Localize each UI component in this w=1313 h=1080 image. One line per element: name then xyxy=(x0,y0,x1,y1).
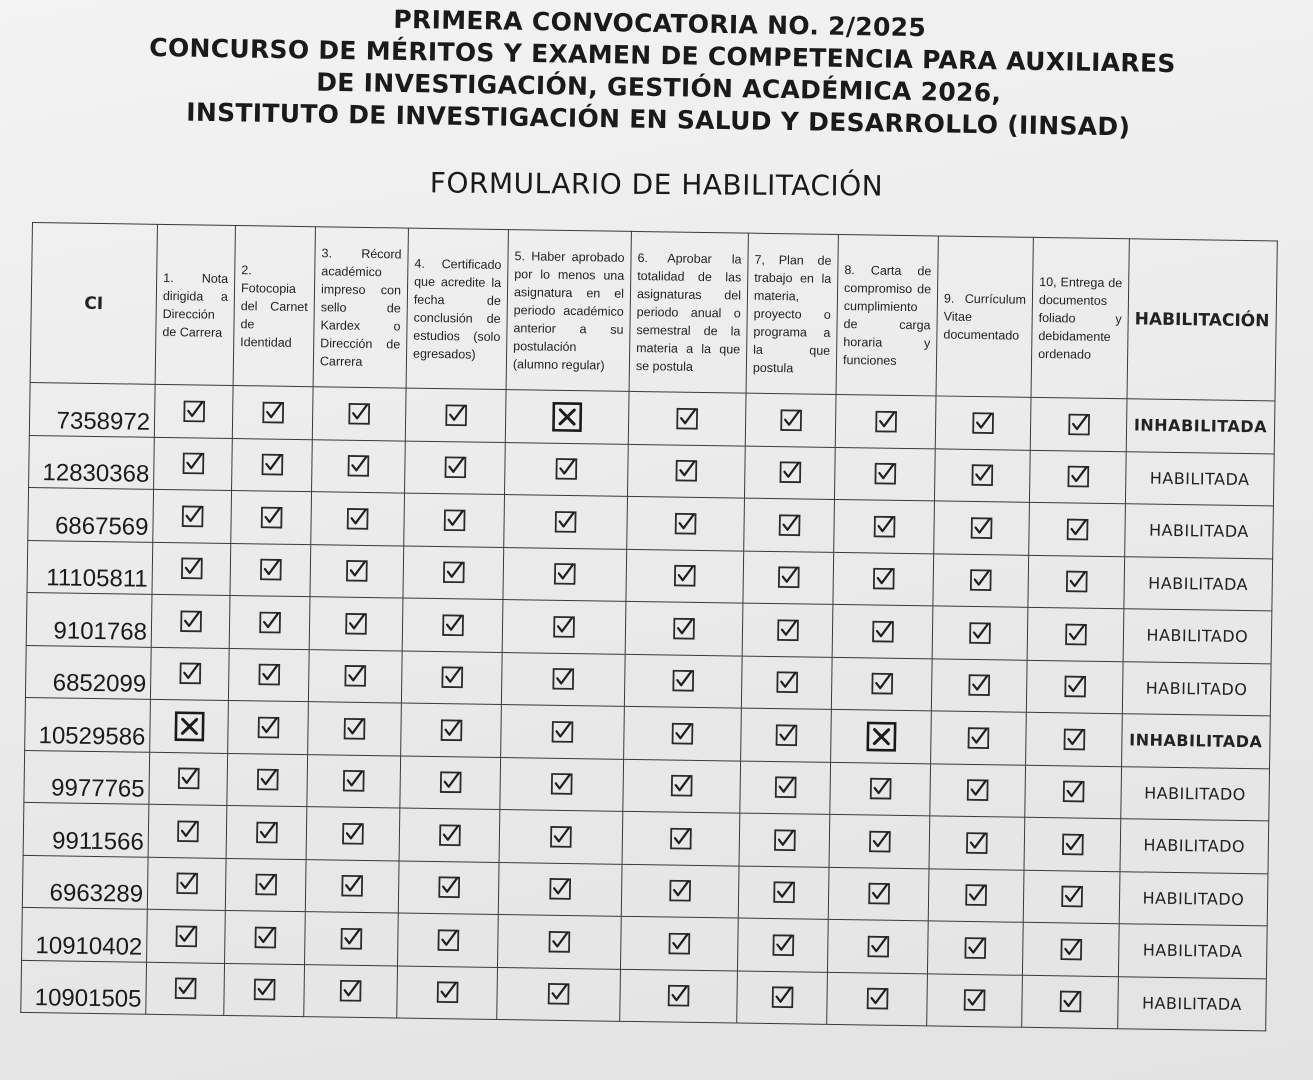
checked-box-icon xyxy=(339,980,361,1002)
checked-box-icon xyxy=(968,674,990,696)
checked-box-icon xyxy=(673,617,695,639)
criterion-3-cell xyxy=(312,387,406,441)
criterion-6-cell xyxy=(622,811,740,865)
checked-box-icon xyxy=(1060,938,1082,960)
checked-box-icon xyxy=(176,872,198,894)
checked-box-icon xyxy=(674,565,696,587)
checked-box-icon xyxy=(772,881,794,903)
column-header-criterion-2: 2. Fotocopia del Carnet de Identidad xyxy=(233,226,315,387)
checked-box-icon xyxy=(345,612,367,634)
criterion-2-cell xyxy=(225,858,306,912)
checked-box-icon xyxy=(970,569,992,591)
criterion-7-cell xyxy=(741,708,832,762)
criterion-2-cell xyxy=(229,595,310,649)
criterion-10-cell xyxy=(1026,712,1123,766)
checked-box-icon xyxy=(348,402,370,424)
criterion-10-cell xyxy=(1025,765,1122,819)
checked-box-icon xyxy=(548,930,570,952)
criterion-10-cell xyxy=(1022,922,1119,976)
status-cell: HABILITADO xyxy=(1122,661,1271,716)
criterion-1-cell xyxy=(154,384,233,438)
criterion-2-cell xyxy=(226,805,307,859)
criterion-7-cell xyxy=(740,761,831,815)
checked-box-icon xyxy=(440,719,462,741)
checked-box-icon xyxy=(183,400,205,422)
table-body xyxy=(21,382,1275,1030)
criterion-4-cell xyxy=(403,546,504,600)
criterion-1-cell xyxy=(147,909,226,963)
checked-box-icon xyxy=(342,822,364,844)
checked-box-icon xyxy=(255,874,277,896)
criterion-10-cell xyxy=(1022,975,1119,1029)
criterion-2-cell xyxy=(232,438,313,492)
checked-box-icon xyxy=(179,662,201,684)
criterion-7-cell xyxy=(739,813,830,867)
checked-box-icon xyxy=(778,514,800,536)
criterion-8-cell xyxy=(833,552,934,606)
criterion-5-cell xyxy=(502,600,626,654)
ci-cell: 6852099 xyxy=(25,645,151,699)
header-line-4: INSTITUTO DE INVESTIGACIÓN EN SALUD Y DESARROLLO (IINSAD) xyxy=(186,97,1131,142)
checked-box-icon xyxy=(1061,833,1083,855)
criterion-1-cell xyxy=(146,962,225,1016)
ci-cell: 11105811 xyxy=(27,540,153,594)
criterion-6-cell xyxy=(627,444,745,498)
status-cell: HABILITADA xyxy=(1125,451,1274,506)
criterion-3-cell xyxy=(304,964,398,1018)
criterion-7-cell xyxy=(741,656,832,710)
criterion-2-cell xyxy=(231,490,312,544)
checked-box-icon xyxy=(967,727,989,749)
checked-box-icon xyxy=(969,622,991,644)
habilitation-table xyxy=(20,222,1277,1031)
habilitation-table-wrapper xyxy=(20,222,1277,1031)
criterion-6-cell xyxy=(623,759,741,813)
criterion-7-cell xyxy=(744,498,835,552)
criterion-3-cell xyxy=(308,702,402,756)
criterion-5-cell xyxy=(500,757,624,811)
checked-box-icon xyxy=(180,557,202,579)
criterion-6-cell xyxy=(620,916,738,970)
criterion-10-cell xyxy=(1024,817,1121,871)
criterion-9-cell xyxy=(935,396,1031,450)
checked-box-icon xyxy=(550,826,572,848)
criterion-6-cell xyxy=(624,706,742,760)
column-header-criterion-7: 7, Plan de trabajo en la materia, proyecto o programa a la que postula xyxy=(746,233,838,394)
criterion-8-cell xyxy=(827,972,928,1026)
column-header-habilitacion: HABILITACIÓN xyxy=(1127,239,1277,401)
checked-box-icon xyxy=(1067,413,1089,435)
checked-box-icon xyxy=(1062,781,1084,803)
header-line-3: DE INVESTIGACIÓN, GESTIÓN ACADÉMICA 2026, xyxy=(316,67,1002,108)
criterion-9-cell xyxy=(929,816,1025,870)
column-header-criterion-10: 10, Entrega de documentos foliado y debidamente ordenado xyxy=(1031,237,1129,398)
form-title: FORMULARIO DE HABILITACIÓN xyxy=(429,166,884,203)
criterion-4-cell xyxy=(399,808,500,862)
criterion-5-cell xyxy=(498,862,622,916)
criterion-3-cell xyxy=(305,912,399,966)
checked-box-icon xyxy=(261,454,283,476)
checked-box-icon xyxy=(874,463,896,485)
checked-box-icon xyxy=(972,412,994,434)
checked-box-icon xyxy=(442,561,464,583)
checked-box-icon xyxy=(866,988,888,1010)
criterion-3-cell xyxy=(312,439,406,493)
checked-box-icon xyxy=(872,568,894,590)
checked-box-icon xyxy=(444,456,466,478)
checked-box-icon xyxy=(258,611,280,633)
checked-box-icon xyxy=(182,453,204,475)
criterion-1-cell xyxy=(148,804,227,858)
criterion-1-cell xyxy=(154,437,233,491)
criterion-7-cell xyxy=(738,866,829,920)
checked-box-icon xyxy=(774,776,796,798)
checked-box-icon xyxy=(1063,728,1085,750)
criterion-9-cell xyxy=(934,448,1030,502)
checked-box-icon xyxy=(552,668,574,690)
checked-box-icon xyxy=(676,407,698,429)
criterion-2-cell xyxy=(228,648,309,702)
criterion-7-cell xyxy=(745,393,836,447)
criterion-9-cell xyxy=(932,606,1028,660)
checked-box-icon xyxy=(779,409,801,431)
ci-cell: 9101768 xyxy=(26,592,152,646)
criterion-10-cell xyxy=(1029,450,1126,504)
checked-box-icon xyxy=(1064,676,1086,698)
criterion-4-cell xyxy=(397,966,498,1020)
status-cell: HABILITADA xyxy=(1118,976,1267,1031)
checked-box-icon xyxy=(347,455,369,477)
checked-box-icon xyxy=(346,560,368,582)
ci-cell: 7358972 xyxy=(29,382,155,436)
criterion-9-cell xyxy=(931,658,1027,712)
checked-box-icon xyxy=(554,563,576,585)
criterion-5-cell xyxy=(497,967,621,1021)
checked-box-icon xyxy=(671,775,693,797)
criterion-8-cell xyxy=(834,499,935,553)
checked-box-icon xyxy=(344,665,366,687)
checked-box-icon xyxy=(674,512,696,534)
checked-box-icon xyxy=(1060,886,1082,908)
column-header-criterion-5: 5. Haber aprobado por lo menos una asignatura en el periodo académico anterior a su postulación (alumno regular) xyxy=(506,230,631,392)
criterion-10-cell xyxy=(1028,555,1125,609)
checked-box-icon xyxy=(259,559,281,581)
status-cell: HABILITADO xyxy=(1120,819,1269,874)
ci-cell: 12830368 xyxy=(29,435,155,489)
criterion-1-cell xyxy=(150,699,229,753)
checked-box-icon xyxy=(441,614,463,636)
ci-cell: 6963289 xyxy=(22,855,148,909)
criterion-7-cell xyxy=(742,603,833,657)
checked-box-icon xyxy=(779,461,801,483)
status-cell: HABILITADO xyxy=(1123,609,1272,664)
criterion-8-cell xyxy=(835,394,936,448)
criterion-5-cell xyxy=(504,495,628,549)
checked-box-icon xyxy=(551,721,573,743)
header-line-1: PRIMERA CONVOCATORIA NO. 2/2025 xyxy=(393,4,927,43)
criterion-4-cell xyxy=(400,756,501,810)
checked-box-icon xyxy=(340,927,362,949)
criterion-4-cell xyxy=(402,598,503,652)
criterion-1-cell xyxy=(150,647,229,701)
criterion-7-cell xyxy=(744,446,835,500)
document-header xyxy=(148,0,1176,144)
criterion-10-cell xyxy=(1023,870,1120,924)
checked-box-icon xyxy=(672,670,694,692)
checked-box-icon xyxy=(175,925,197,947)
criterion-9-cell xyxy=(928,868,1024,922)
checked-box-icon xyxy=(260,506,282,528)
status-cell: HABILITADO xyxy=(1119,871,1268,926)
checked-box-icon xyxy=(176,820,198,842)
criterion-6-cell xyxy=(626,549,744,603)
crossed-box-icon xyxy=(866,721,896,751)
checked-box-icon xyxy=(868,830,890,852)
criterion-3-cell xyxy=(308,649,402,703)
checked-box-icon xyxy=(871,620,893,642)
criterion-1-cell xyxy=(153,489,232,543)
criterion-10-cell xyxy=(1029,502,1126,556)
criterion-6-cell xyxy=(628,391,746,445)
criterion-9-cell xyxy=(933,553,1029,607)
criterion-1-cell xyxy=(151,594,230,648)
checked-box-icon xyxy=(669,880,691,902)
criterion-9-cell xyxy=(931,711,1027,765)
criterion-6-cell xyxy=(625,601,743,655)
checked-box-icon xyxy=(257,716,279,738)
checked-box-icon xyxy=(179,610,201,632)
checked-box-icon xyxy=(965,884,987,906)
checked-box-icon xyxy=(873,515,895,537)
checked-box-icon xyxy=(668,932,690,954)
criterion-7-cell xyxy=(737,971,828,1025)
criterion-6-cell xyxy=(624,654,742,708)
checked-box-icon xyxy=(970,517,992,539)
criterion-7-cell xyxy=(737,918,828,972)
criterion-5-cell xyxy=(497,914,621,968)
checked-box-icon xyxy=(771,986,793,1008)
column-header-criterion-1: 1. Nota dirigida a Dirección de Carrera xyxy=(155,224,235,385)
criterion-10-cell xyxy=(1030,397,1127,451)
criterion-5-cell xyxy=(503,547,627,601)
column-header-criterion-6: 6. Aprobar la totalidad de las asignaturas del periodo anual o semestral de la materia a la que se postula xyxy=(629,231,748,393)
criterion-2-cell xyxy=(224,963,305,1017)
ci-cell: 10910402 xyxy=(22,907,148,961)
checked-box-icon xyxy=(1059,991,1081,1013)
checked-box-icon xyxy=(966,832,988,854)
criterion-4-cell xyxy=(401,703,502,757)
criterion-8-cell xyxy=(828,867,929,921)
criterion-4-cell xyxy=(401,651,502,705)
checked-box-icon xyxy=(547,983,569,1005)
checked-box-icon xyxy=(441,666,463,688)
checked-box-icon xyxy=(445,404,467,426)
ci-cell: 6867569 xyxy=(28,487,154,541)
checked-box-icon xyxy=(554,511,576,533)
criterion-3-cell xyxy=(307,754,401,808)
checked-box-icon xyxy=(253,979,275,1001)
criterion-5-cell xyxy=(505,390,629,444)
checked-box-icon xyxy=(772,934,794,956)
checked-box-icon xyxy=(551,773,573,795)
checked-box-icon xyxy=(443,509,465,531)
status-cell: INHABILITADA xyxy=(1122,714,1271,769)
criterion-5-cell xyxy=(499,810,623,864)
criterion-4-cell xyxy=(398,913,499,967)
checked-box-icon xyxy=(869,778,891,800)
column-header-criterion-3: 3. Récord académico impreso con sello de Kardex o Dirección de Carrera xyxy=(313,227,408,388)
ci-cell: 9911566 xyxy=(23,802,149,856)
ci-cell: 10529586 xyxy=(25,697,151,751)
criterion-3-cell xyxy=(310,544,404,598)
status-cell: INHABILITADA xyxy=(1126,399,1275,454)
checked-box-icon xyxy=(258,664,280,686)
checked-box-icon xyxy=(256,769,278,791)
criterion-5-cell xyxy=(501,652,625,706)
ci-cell: 9977765 xyxy=(24,750,150,804)
checked-box-icon xyxy=(555,458,577,480)
criterion-2-cell xyxy=(225,910,306,964)
criterion-2-cell xyxy=(227,753,308,807)
checked-box-icon xyxy=(437,929,459,951)
criterion-9-cell xyxy=(934,501,1030,555)
criterion-10-cell xyxy=(1026,660,1123,714)
criterion-4-cell xyxy=(398,861,499,915)
criterion-9-cell xyxy=(930,763,1026,817)
checked-box-icon xyxy=(343,717,365,739)
status-cell: HABILITADA xyxy=(1124,556,1273,611)
criterion-8-cell xyxy=(829,814,930,868)
checked-box-icon xyxy=(963,989,985,1011)
checked-box-icon xyxy=(181,505,203,527)
checked-box-icon xyxy=(776,619,798,641)
checked-box-icon xyxy=(255,821,277,843)
checked-box-icon xyxy=(667,985,689,1007)
checked-box-icon xyxy=(346,507,368,529)
column-header-criterion-4: 4. Certificado que acredite la fecha de conclusión de estudios (solo egresados) xyxy=(406,228,508,389)
criterion-10-cell xyxy=(1027,607,1124,661)
criterion-3-cell xyxy=(309,597,403,651)
checked-box-icon xyxy=(1065,571,1087,593)
criterion-2-cell xyxy=(232,386,313,440)
criterion-3-cell xyxy=(305,859,399,913)
checked-box-icon xyxy=(971,464,993,486)
criterion-9-cell xyxy=(927,973,1023,1027)
checked-box-icon xyxy=(675,460,697,482)
criterion-4-cell xyxy=(405,441,506,495)
column-header-criterion-8: 8. Carta de compromiso de cumplimiento de carga horaria y funciones xyxy=(836,234,938,395)
checked-box-icon xyxy=(874,410,896,432)
criterion-5-cell xyxy=(501,705,625,759)
checked-box-icon xyxy=(341,875,363,897)
criterion-7-cell xyxy=(743,551,834,605)
checked-box-icon xyxy=(438,824,460,846)
checked-box-icon xyxy=(343,770,365,792)
checked-box-icon xyxy=(967,779,989,801)
column-header-criterion-9: 9. Currículum Vitae documentado xyxy=(936,236,1033,397)
criterion-3-cell xyxy=(311,492,405,546)
header-line-2: CONCURSO DE MÉRITOS Y EXAMEN DE COMPETENCIA PARA AUXILIARES xyxy=(149,32,1176,79)
checked-box-icon xyxy=(776,671,798,693)
crossed-box-icon xyxy=(552,401,582,431)
checked-box-icon xyxy=(871,673,893,695)
checked-box-icon xyxy=(1064,623,1086,645)
checked-box-icon xyxy=(775,724,797,746)
checked-box-icon xyxy=(553,616,575,638)
checked-box-icon xyxy=(670,827,692,849)
criterion-5-cell xyxy=(505,442,629,496)
criterion-1-cell xyxy=(149,752,228,806)
checked-box-icon xyxy=(254,926,276,948)
criterion-8-cell xyxy=(831,657,932,711)
criterion-9-cell xyxy=(927,921,1023,975)
checked-box-icon xyxy=(773,829,795,851)
checked-box-icon xyxy=(1066,518,1088,540)
checked-box-icon xyxy=(262,401,284,423)
checked-box-icon xyxy=(671,722,693,744)
criterion-1-cell xyxy=(152,542,231,596)
checked-box-icon xyxy=(438,876,460,898)
checked-box-icon xyxy=(177,767,199,789)
criterion-6-cell xyxy=(620,969,738,1023)
criterion-1-cell xyxy=(147,857,226,911)
checked-box-icon xyxy=(549,878,571,900)
criterion-6-cell xyxy=(627,496,745,550)
ci-cell: 10901505 xyxy=(21,960,147,1014)
crossed-box-icon xyxy=(174,711,204,741)
criterion-8-cell xyxy=(832,604,933,658)
criterion-8-cell xyxy=(827,919,928,973)
checked-box-icon xyxy=(436,981,458,1003)
checked-box-icon xyxy=(1067,466,1089,488)
criterion-8-cell xyxy=(834,447,935,501)
checked-box-icon xyxy=(867,935,889,957)
checked-box-icon xyxy=(777,566,799,588)
criterion-8-cell xyxy=(830,762,931,816)
checked-box-icon xyxy=(964,937,986,959)
checked-box-icon xyxy=(174,977,196,999)
status-cell: HABILITADO xyxy=(1121,766,1270,821)
criterion-4-cell xyxy=(404,493,505,547)
criterion-8-cell xyxy=(831,709,932,763)
criterion-2-cell xyxy=(228,700,309,754)
checked-box-icon xyxy=(439,771,461,793)
criterion-4-cell xyxy=(405,388,506,442)
checked-box-icon xyxy=(867,883,889,905)
criterion-3-cell xyxy=(306,807,400,861)
criterion-6-cell xyxy=(621,864,739,918)
status-cell: HABILITADA xyxy=(1118,924,1267,979)
table-header-row xyxy=(30,223,1277,401)
status-cell: HABILITADA xyxy=(1125,504,1274,559)
criterion-2-cell xyxy=(230,543,311,597)
column-header-ci: CI xyxy=(30,223,157,385)
